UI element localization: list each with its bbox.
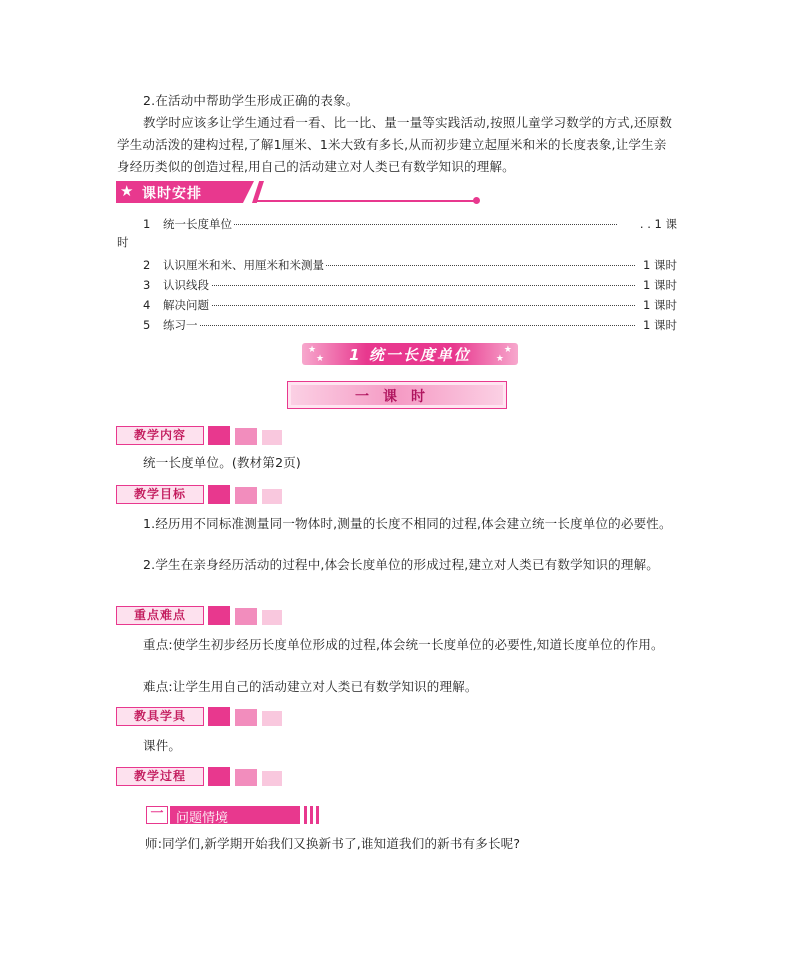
- subsection-title: 问题情境: [176, 811, 229, 826]
- key-point: 重点:使学生初步经历长度单位形成的过程,体会统一长度单位的必要性,知道长度单位的作用。: [143, 637, 664, 652]
- schedule-count: 1 课时: [637, 315, 677, 335]
- star-icon: ★: [120, 182, 134, 200]
- section-tab-keypoints: [116, 606, 326, 624]
- banner-divider: [254, 200, 476, 202]
- section-label: 教学目标: [116, 485, 204, 504]
- difficulty-point: 难点:让学生用自己的活动建立对人类已有数学知识的理解。: [143, 679, 478, 694]
- goal-item: 1.经历用不同标准测量同一物体时,测量的长度不相同的过程,体会建立统一长度单位的必要性。: [143, 516, 672, 531]
- goal-item: 2.学生在亲身经历活动的过程中,体会长度单位的形成过程,建立对人类已有数学知识的理解。: [143, 557, 659, 572]
- schedule-name: 认识厘米和米、用厘米和米测量: [163, 255, 326, 275]
- tools-text: 课件。: [143, 738, 182, 753]
- section-tab-content: [116, 426, 326, 444]
- subsection-heading: [146, 806, 324, 824]
- schedule-row: [117, 275, 677, 295]
- schedule-num: 3: [143, 278, 151, 292]
- schedule-banner: [116, 181, 366, 205]
- schedule-count: 1 课时: [637, 275, 677, 295]
- schedule-name: 统一长度单位: [163, 214, 234, 234]
- intro-point-2: 2.在活动中帮助学生形成正确的表象。: [143, 93, 359, 108]
- leader-dots: [163, 285, 635, 286]
- section-tab-process: [116, 767, 326, 785]
- unit-title-banner: ★ ★ ★ ★ 1 统一长度单位: [302, 343, 518, 365]
- schedule-name: 认识线段: [163, 275, 211, 295]
- lesson-title: 一课时: [355, 389, 439, 405]
- schedule-row: [117, 315, 677, 335]
- banner-dot: [473, 197, 480, 204]
- unit-title: 1 统一长度单位: [349, 346, 471, 364]
- schedule-wrap: 时: [117, 235, 129, 249]
- section-tab-tools: [116, 707, 326, 725]
- lesson-banner: [287, 381, 507, 409]
- schedule-count: . . 1 课: [617, 214, 677, 234]
- schedule-num: 1: [143, 217, 151, 231]
- section-tab-goals: [116, 485, 326, 503]
- leader-dots: [163, 325, 635, 326]
- subsection-number: 一: [146, 806, 168, 824]
- section-label: 教学内容: [116, 426, 204, 445]
- intro-paragraph: 教学时应该多让学生通过看一看、比一比、量一量等实践活动,按照儿童学习数学的方式,还原数学生动活泼的建构过程,了解1厘米、1米大致有多长,从而初步建立起厘米和米的长度表象,让学生亲身经历类似的创造过程,用自己的活动建立对人类已有数学知识的理解。: [117, 115, 673, 174]
- content-text: 统一长度单位。(教材第2页): [143, 455, 302, 470]
- schedule-num: 5: [143, 318, 151, 332]
- section-label: 重点难点: [116, 606, 204, 625]
- schedule-count: 1 课时: [637, 255, 677, 275]
- section-label: 教具学具: [116, 707, 204, 726]
- schedule-title: 课时安排: [142, 186, 202, 202]
- schedule-name: 解决问题: [163, 295, 211, 315]
- schedule-name: 练习一: [163, 315, 200, 335]
- schedule-row: [117, 214, 677, 234]
- leader-dots: [163, 305, 635, 306]
- schedule-num: 2: [143, 258, 151, 272]
- schedule-row: [117, 295, 677, 315]
- section-label: 教学过程: [116, 767, 204, 786]
- schedule-row: [117, 255, 677, 275]
- teacher-dialog: 师:同学们,新学期开始我们又换新书了,谁知道我们的新书有多长呢?: [145, 836, 521, 851]
- schedule-count: 1 课时: [637, 295, 677, 315]
- schedule-num: 4: [143, 298, 151, 312]
